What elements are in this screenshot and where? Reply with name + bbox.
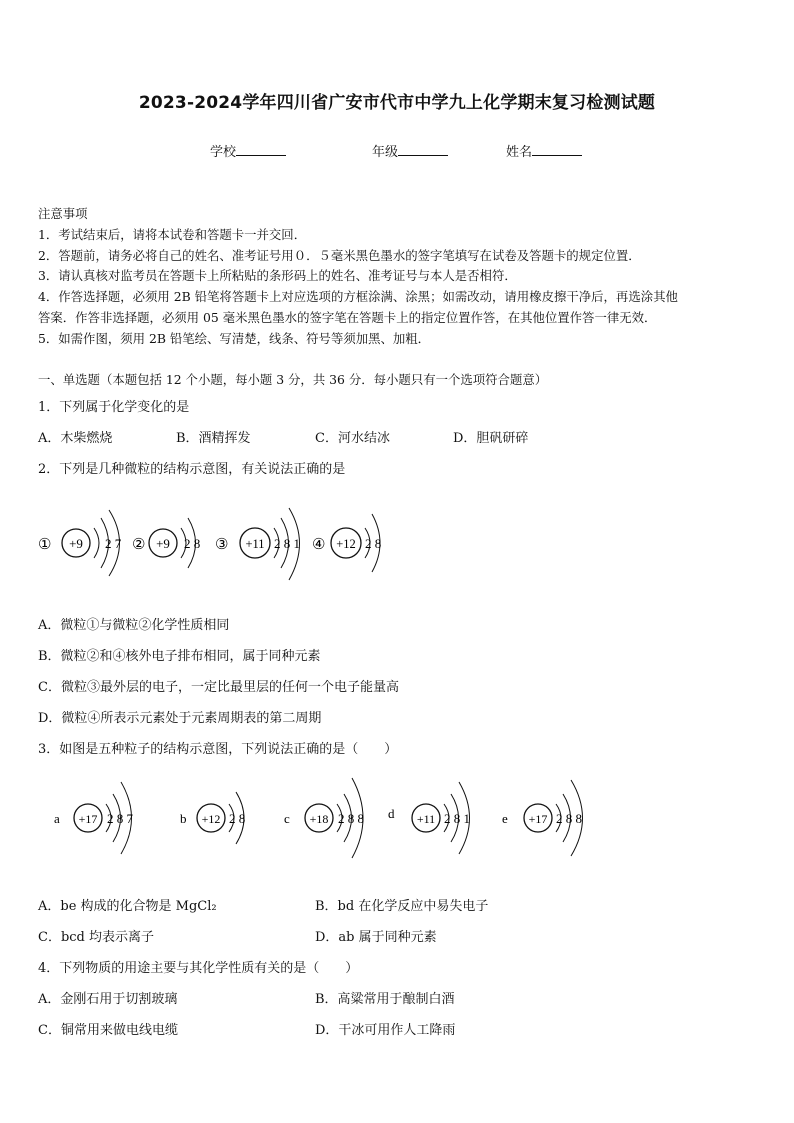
electron-counts: 2 8 — [184, 536, 201, 551]
nucleus-charge: +9 — [69, 536, 83, 551]
particle-label: b — [180, 811, 187, 826]
particle-label: ② — [132, 537, 146, 553]
particle-e-diagram — [502, 780, 583, 856]
particle-label: ③ — [215, 537, 229, 553]
q2-option-a[interactable]: A．微粒①与微粒②化学性质相同 — [38, 618, 230, 633]
q4-option-d[interactable]: D．干冰可用作人工降雨 — [315, 1023, 456, 1038]
q3-option-b[interactable]: B．bd 在化学反应中易失电子 — [315, 899, 489, 914]
nucleus-charge: +18 — [309, 812, 329, 826]
notice-item: 答案．作答非选择题，必须用 05 毫米黑色墨水的签字笔在答题卡上的指定位置作答，在其他位置作答一律无效． — [38, 310, 657, 325]
electron-counts: 2 7 — [105, 536, 122, 551]
q3-option-d[interactable]: D．ab 属于同种元素 — [315, 930, 437, 945]
grade-field — [372, 141, 448, 160]
notice-item: 1．考试结束后，请将本试卷和答题卡一并交回． — [38, 227, 307, 242]
nucleus-charge: +11 — [245, 537, 265, 551]
nucleus-charge: +17 — [528, 812, 548, 826]
electron-counts: 2 8 8 — [556, 811, 582, 826]
particle-label: d — [388, 806, 395, 821]
q1-option-d[interactable]: D．胆矾研碎 — [453, 431, 529, 446]
question-4-stem: 4．下列物质的用途主要与其化学性质有关的是（ ） — [38, 961, 359, 976]
q4-option-a[interactable]: A．金刚石用于切割玻璃 — [38, 992, 178, 1007]
particle-2-diagram — [132, 518, 200, 568]
particle-4-diagram — [312, 514, 381, 572]
particle-label: e — [502, 811, 508, 826]
school-field — [210, 141, 286, 160]
notice-item: 2．答题前，请务必将自己的姓名、准考证号用０．５毫米黑色墨水的签字笔填写在试卷及答题卡的规定位置． — [38, 248, 641, 263]
question-2-stem: 2．下列是几种微粒的结构示意图，有关说法正确的是 — [38, 462, 346, 477]
q2-option-b[interactable]: B．微粒②和④核外电子排布相同，属于同种元素 — [38, 649, 321, 664]
page-title: 2023-2024学年四川省广安市代市中学九上化学期末复习检测试题 — [138, 93, 656, 113]
section-heading: 一、单选题（本题包括 12 个小题，每小题 3 分，共 36 分．每小题只有一个选项符合题意） — [38, 372, 548, 387]
q3-particle-diagram — [48, 768, 608, 868]
q1-option-c[interactable]: C．河水结冰 — [315, 431, 390, 446]
grade-blank[interactable] — [398, 142, 448, 156]
q2-option-d[interactable]: D．微粒④所表示元素处于元素周期表的第二周期 — [38, 711, 322, 726]
particle-label: ① — [38, 537, 52, 553]
particle-1-diagram — [38, 510, 122, 576]
nucleus-charge: +12 — [201, 812, 221, 826]
name-field — [506, 141, 582, 160]
q1-option-b[interactable]: B．酒精挥发 — [176, 431, 251, 446]
q2-particle-diagram — [30, 490, 410, 590]
particle-label: c — [284, 811, 290, 826]
nucleus-charge: +12 — [336, 537, 356, 551]
particle-d-diagram — [388, 782, 470, 854]
electron-counts: 2 8 — [365, 536, 382, 551]
school-label: 学校 — [210, 145, 237, 160]
particle-label: ④ — [312, 537, 326, 553]
q4-option-c[interactable]: C．铜常用来做电线电缆 — [38, 1023, 178, 1038]
notice-item: 4．作答选择题，必须用 2B 铅笔将答题卡上对应选项的方框涂满、涂黑；如需改动，请用橡皮擦干净后，再选涂其他 — [38, 289, 678, 304]
question-3-stem: 3．如图是五种粒子的结构示意图，下列说法正确的是（ ） — [38, 742, 398, 757]
electron-counts: 2 8 7 — [107, 811, 133, 826]
particle-a-diagram — [54, 782, 134, 854]
school-blank[interactable] — [236, 142, 286, 156]
name-blank[interactable] — [532, 142, 582, 156]
electron-counts: 2 8 1 — [444, 811, 470, 826]
electron-counts: 2 8 — [229, 811, 246, 826]
question-1-stem: 1．下列属于化学变化的是 — [38, 400, 190, 415]
q3-option-a[interactable]: A．be 构成的化合物是 MgCl₂ — [38, 899, 217, 914]
nucleus-charge: +11 — [416, 812, 436, 826]
notice-item: 5．如需作图，须用 2B 铅笔绘、写清楚，线条、符号等须加黑、加粗． — [38, 331, 431, 346]
grade-label: 年级 — [372, 145, 399, 160]
particle-c-diagram — [284, 778, 364, 858]
particle-label: a — [54, 811, 60, 826]
nucleus-charge: +9 — [156, 536, 170, 551]
q1-option-a[interactable]: A．木柴燃烧 — [38, 431, 113, 446]
particle-3-diagram — [215, 508, 300, 580]
q2-option-c[interactable]: C．微粒③最外层的电子，一定比最里层的任何一个电子能量高 — [38, 680, 399, 695]
notice-heading: 注意事项 — [38, 206, 88, 221]
electron-counts: 2 8 1 — [274, 536, 300, 551]
particle-b-diagram — [180, 792, 245, 844]
nucleus-charge: +17 — [78, 812, 98, 826]
electron-counts: 2 8 8 — [338, 811, 364, 826]
name-label: 姓名 — [506, 145, 533, 160]
q3-option-c[interactable]: C．bcd 均表示离子 — [38, 930, 155, 945]
q4-option-b[interactable]: B．高粱常用于酿制白酒 — [315, 992, 455, 1007]
notice-item: 3．请认真核对监考员在答题卡上所粘贴的条形码上的姓名、准考证号与本人是否相符． — [38, 268, 517, 283]
